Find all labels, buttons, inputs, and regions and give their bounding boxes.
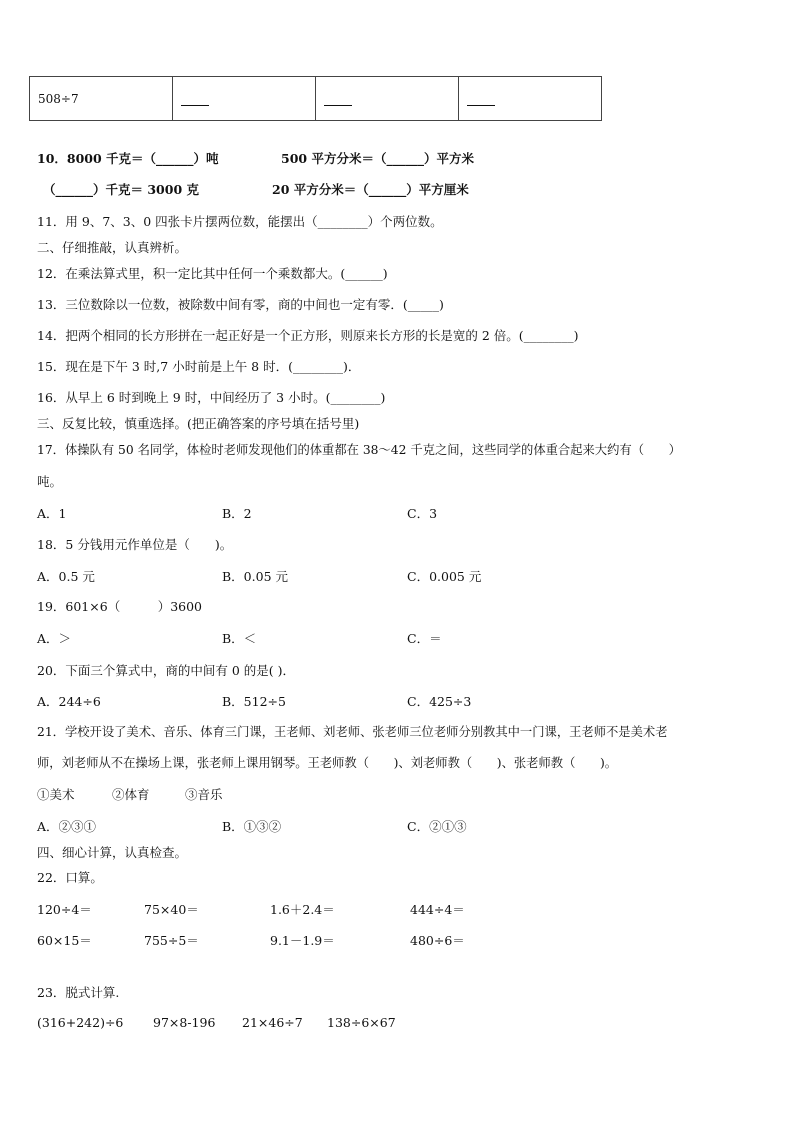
stepwise-calc-item: 21×46÷7 [242,1015,303,1030]
question-11: 11．用 9、7、3、0 四张卡片摆两位数，能摆出（________）个两位数。 [37,214,443,229]
choice-music: ③音乐 [185,787,223,802]
option-a[interactable]: A．0.5 元 [37,569,95,584]
option-b[interactable]: B．0.05 元 [222,569,288,584]
question-22-title: 22．口算。 [37,870,103,885]
question-18: 18．5 分钱用元作单位是（ )。 [37,537,233,552]
mental-calc-item: 120÷4＝ [37,902,92,917]
q10-part-b: 500 平方分米＝（______）平方米 [281,151,474,166]
question-21-line2: 师，刘老师从不在操场上课，张老师上课用钢琴。王老师教（ )、刘老师教（ )、张老师教（ )。 [37,756,618,770]
question-23-title: 23．脱式计算. [37,985,120,1000]
option-a[interactable]: A．1 [37,506,67,521]
answer-blank[interactable] [181,91,209,106]
option-a[interactable]: A．②③① [37,819,97,834]
option-b[interactable]: B．512÷5 [222,694,286,709]
mental-calc-item: 755÷5＝ [144,933,199,948]
mental-calc-item: 9.1－1.9＝ [270,933,335,948]
q10-part-c: （______）千克＝ 3000 克 [43,182,199,197]
question-19: 19．601×6（ ）3600 [37,599,203,614]
stepwise-calc-item: (316+242)÷6 [37,1015,124,1030]
option-b[interactable]: B．2 [222,506,252,521]
question-16: 16．从早上 6 时到晚上 9 时，中间经历了 3 小时。(________) [37,390,386,405]
mental-calc-item: 1.6＋2.4＝ [270,902,335,917]
q10-part-d: 20 平方分米＝（______）平方厘米 [272,182,469,197]
answer-table [29,76,602,121]
question-15: 15．现在是下午 3 时,7 小时前是上午 8 时．(________)． [37,359,361,374]
answer-blank[interactable] [467,91,495,106]
option-b[interactable]: B．①③② [222,819,282,834]
table-cell-blank[interactable] [173,77,316,121]
mental-calc-item: 60×15＝ [37,933,92,948]
question-17-line2: 吨。 [37,474,63,489]
choice-pe: ②体育 [112,787,150,802]
option-c[interactable]: C．3 [407,506,438,521]
table-cell-blank[interactable] [459,77,602,121]
question-12: 12．在乘法算式里，积一定比其中任何一个乘数都大。(______) [37,266,388,281]
section-heading-3: 三、反复比较，慎重选择。(把正确答案的序号填在括号里) [37,416,360,431]
choice-art: ①美术 [37,787,75,802]
q10-part-a: 10．8000 千克＝（______）吨 [37,151,219,166]
question-13: 13．三位数除以一位数，被除数中间有零，商的中间也一定有零．(_____) [37,297,444,312]
question-20: 20．下面三个算式中，商的中间有 0 的是( )． [37,663,296,678]
section-heading-4: 四、细心计算，认真检查。 [37,845,188,860]
option-b[interactable]: B．＜ [222,631,257,646]
question-21-line1: 21．学校开设了美术、音乐、体育三门课，王老师、刘老师、张老师三位老师分别教其中一门课，王老师不是美术老 [37,725,668,739]
option-c[interactable]: C．＝ [407,631,442,646]
option-a[interactable]: A．244÷6 [37,694,101,709]
stepwise-calc-item: 138÷6×67 [327,1015,396,1030]
mental-calc-item: 75×40＝ [144,902,199,917]
option-c[interactable]: C．②①③ [407,819,467,834]
table-cell-expression: 508÷7 [30,77,173,121]
answer-blank[interactable] [324,91,352,106]
option-a[interactable]: A．＞ [37,631,72,646]
table-row [30,77,602,121]
section-heading-2: 二、仔细推敲，认真辨析。 [37,240,188,255]
mental-calc-item: 444÷4＝ [410,902,465,917]
question-17-line1: 17．体操队有 50 名同学，体检时老师发现他们的体重都在 38～42 千克之间，这些同学的体重合起来大约有（ ） [37,443,681,457]
stepwise-calc-item: 97×8-196 [153,1015,216,1030]
question-14: 14．把两个相同的长方形拼在一起正好是一个正方形，则原来长方形的长是宽的 2 倍。(________) [37,328,579,343]
table-cell-blank[interactable] [316,77,459,121]
option-c[interactable]: C．0.005 元 [407,569,482,584]
mental-calc-item: 480÷6＝ [410,933,465,948]
option-c[interactable]: C．425÷3 [407,694,472,709]
